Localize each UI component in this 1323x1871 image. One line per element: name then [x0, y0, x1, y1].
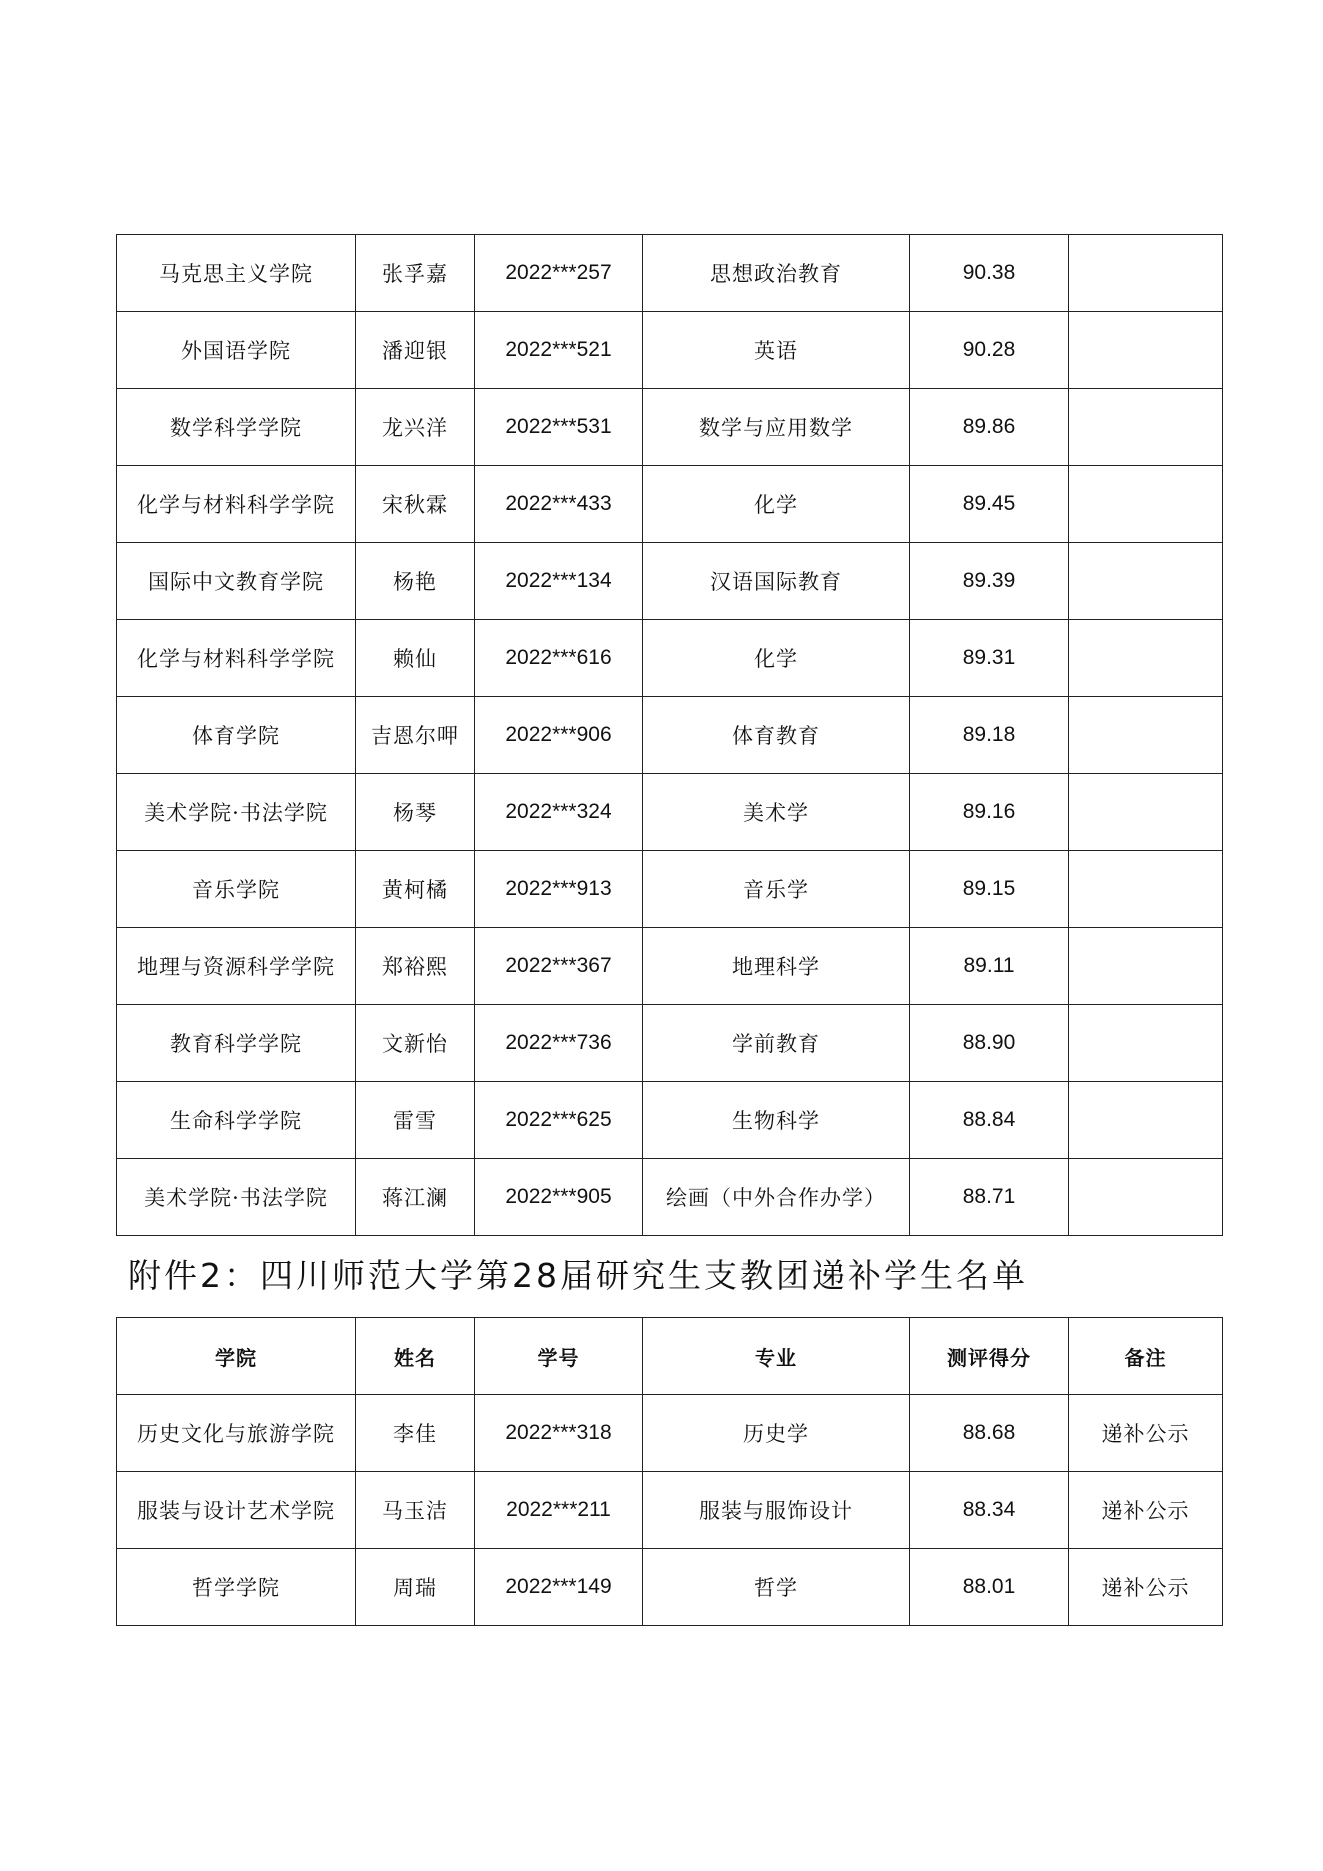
- table-row: [117, 543, 1223, 620]
- header-student-id: 学号: [475, 1318, 643, 1395]
- cell-college: 数学科学学院: [117, 389, 356, 466]
- cell-student-id: 2022***134: [475, 543, 643, 620]
- table-row: [117, 466, 1223, 543]
- cell-college: 化学与材料科学学院: [117, 466, 356, 543]
- cell-note: [1069, 851, 1223, 928]
- cell-name: 宋秋霖: [356, 466, 475, 543]
- cell-note: [1069, 1082, 1223, 1159]
- cell-major: 英语: [643, 312, 910, 389]
- cell-college: 服装与设计艺术学院: [117, 1472, 356, 1549]
- cell-student-id: 2022***906: [475, 697, 643, 774]
- cell-college: 外国语学院: [117, 312, 356, 389]
- cell-college: 哲学学院: [117, 1549, 356, 1626]
- cell-name: 李佳: [356, 1395, 475, 1472]
- cell-score: 89.86: [910, 389, 1069, 466]
- table-row: [117, 235, 1223, 312]
- cell-major: 历史学: [643, 1395, 910, 1472]
- header-name: 姓名: [356, 1318, 475, 1395]
- cell-name: 文新怡: [356, 1005, 475, 1082]
- cell-student-id: 2022***324: [475, 774, 643, 851]
- cell-name: 潘迎银: [356, 312, 475, 389]
- cell-name: 周瑞: [356, 1549, 475, 1626]
- cell-college: 历史文化与旅游学院: [117, 1395, 356, 1472]
- cell-student-id: 2022***625: [475, 1082, 643, 1159]
- cell-college: 生命科学学院: [117, 1082, 356, 1159]
- table-row: [117, 1082, 1223, 1159]
- cell-score: 89.15: [910, 851, 1069, 928]
- cell-note: [1069, 235, 1223, 312]
- cell-major: 生物科学: [643, 1082, 910, 1159]
- cell-note: [1069, 312, 1223, 389]
- cell-note: [1069, 1005, 1223, 1082]
- cell-note: [1069, 928, 1223, 1005]
- cell-major: 化学: [643, 620, 910, 697]
- cell-score: 89.11: [910, 928, 1069, 1005]
- cell-score: 88.68: [910, 1395, 1069, 1472]
- cell-major: 哲学: [643, 1549, 910, 1626]
- cell-student-id: 2022***736: [475, 1005, 643, 1082]
- cell-note: 递补公示: [1069, 1549, 1223, 1626]
- cell-score: 88.84: [910, 1082, 1069, 1159]
- cell-note: [1069, 543, 1223, 620]
- table-row: [117, 1005, 1223, 1082]
- supplementary-student-table: [116, 1317, 1223, 1626]
- table-body: [117, 235, 1223, 1236]
- cell-name: 蒋江澜: [356, 1159, 475, 1236]
- table-row: [117, 389, 1223, 466]
- cell-note: [1069, 620, 1223, 697]
- cell-college: 国际中文教育学院: [117, 543, 356, 620]
- cell-score: 89.39: [910, 543, 1069, 620]
- table-row: [117, 312, 1223, 389]
- cell-score: 88.01: [910, 1549, 1069, 1626]
- cell-major: 地理科学: [643, 928, 910, 1005]
- cell-score: 89.45: [910, 466, 1069, 543]
- cell-name: 赖仙: [356, 620, 475, 697]
- cell-score: 89.31: [910, 620, 1069, 697]
- table-row: [117, 1472, 1223, 1549]
- cell-major: 美术学: [643, 774, 910, 851]
- table-header-row: [117, 1318, 1223, 1395]
- cell-major: 体育教育: [643, 697, 910, 774]
- cell-student-id: 2022***913: [475, 851, 643, 928]
- table-row: [117, 1395, 1223, 1472]
- table-row: [117, 851, 1223, 928]
- cell-student-id: 2022***433: [475, 466, 643, 543]
- cell-name: 黄柯橘: [356, 851, 475, 928]
- cell-note: [1069, 697, 1223, 774]
- cell-student-id: 2022***616: [475, 620, 643, 697]
- cell-college: 美术学院·书法学院: [117, 1159, 356, 1236]
- cell-score: 90.38: [910, 235, 1069, 312]
- cell-name: 雷雪: [356, 1082, 475, 1159]
- attachment-2-title: 附件2：四川师范大学第28届研究生支教团递补学生名单: [128, 1256, 1028, 1295]
- cell-student-id: 2022***521: [475, 312, 643, 389]
- cell-student-id: 2022***149: [475, 1549, 643, 1626]
- cell-name: 郑裕熙: [356, 928, 475, 1005]
- cell-score: 89.18: [910, 697, 1069, 774]
- cell-name: 张孚嘉: [356, 235, 475, 312]
- table-row: [117, 774, 1223, 851]
- cell-college: 美术学院·书法学院: [117, 774, 356, 851]
- header-score: 测评得分: [910, 1318, 1069, 1395]
- cell-major: 汉语国际教育: [643, 543, 910, 620]
- student-list-table-continued: [116, 234, 1223, 1236]
- cell-note: [1069, 1159, 1223, 1236]
- cell-score: 88.90: [910, 1005, 1069, 1082]
- cell-name: 吉恩尔呷: [356, 697, 475, 774]
- cell-score: 89.16: [910, 774, 1069, 851]
- cell-major: 思想政治教育: [643, 235, 910, 312]
- cell-student-id: 2022***367: [475, 928, 643, 1005]
- cell-college: 化学与材料科学学院: [117, 620, 356, 697]
- table-row: [117, 1549, 1223, 1626]
- table-row: [117, 928, 1223, 1005]
- cell-college: 教育科学学院: [117, 1005, 356, 1082]
- cell-name: 马玉洁: [356, 1472, 475, 1549]
- cell-major: 数学与应用数学: [643, 389, 910, 466]
- cell-student-id: 2022***531: [475, 389, 643, 466]
- table-row: [117, 1159, 1223, 1236]
- cell-note: 递补公示: [1069, 1395, 1223, 1472]
- cell-college: 地理与资源科学学院: [117, 928, 356, 1005]
- cell-name: 龙兴洋: [356, 389, 475, 466]
- cell-note: [1069, 389, 1223, 466]
- cell-note: [1069, 466, 1223, 543]
- cell-college: 马克思主义学院: [117, 235, 356, 312]
- cell-student-id: 2022***318: [475, 1395, 643, 1472]
- cell-name: 杨艳: [356, 543, 475, 620]
- cell-note: [1069, 774, 1223, 851]
- cell-major: 音乐学: [643, 851, 910, 928]
- cell-major: 绘画（中外合作办学）: [643, 1159, 910, 1236]
- cell-college: 音乐学院: [117, 851, 356, 928]
- cell-score: 88.71: [910, 1159, 1069, 1236]
- table-row: [117, 620, 1223, 697]
- cell-student-id: 2022***905: [475, 1159, 643, 1236]
- header-college: 学院: [117, 1318, 356, 1395]
- cell-note: 递补公示: [1069, 1472, 1223, 1549]
- cell-student-id: 2022***257: [475, 235, 643, 312]
- header-note: 备注: [1069, 1318, 1223, 1395]
- header-major: 专业: [643, 1318, 910, 1395]
- cell-name: 杨琴: [356, 774, 475, 851]
- cell-college: 体育学院: [117, 697, 356, 774]
- cell-major: 化学: [643, 466, 910, 543]
- cell-score: 88.34: [910, 1472, 1069, 1549]
- table-row: [117, 697, 1223, 774]
- cell-score: 90.28: [910, 312, 1069, 389]
- table-body: [117, 1395, 1223, 1626]
- cell-student-id: 2022***211: [475, 1472, 643, 1549]
- cell-major: 服装与服饰设计: [643, 1472, 910, 1549]
- cell-major: 学前教育: [643, 1005, 910, 1082]
